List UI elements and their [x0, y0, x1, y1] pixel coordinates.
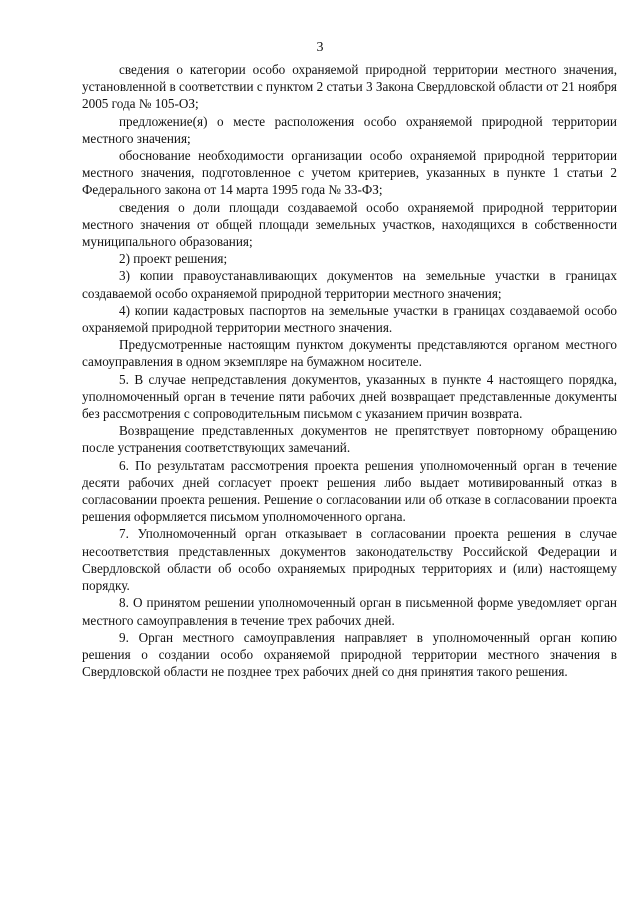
paragraph-resubmission: Возвращение представленных документов не препятствует повторному обращению после устранения соответствующих замечаний. — [82, 423, 617, 456]
paragraph-section-7: 7. Уполномоченный орган отказывает в согласовании проекта решения в случае несоответствия представленных документов законодательству Российской Федерации и Свердловской области об особо охраняемых природных территориях и (или) настоящему порядку. — [82, 526, 617, 594]
paragraph-item-2: 2) проект решения; — [119, 251, 228, 267]
paragraph-area-share: сведения о доли площади создаваемой особо охраняемой природной территории местного значения от общей площади земельных участков, находящихся в собственности муниципального образования; — [82, 199, 617, 250]
paragraph-section-5: 5. В случае непредставления документов, указанных в пункте 4 настоящего порядка, уполномоченный орган в течение пяти рабочих дней возвращает представленные документы без рассмотрения с сопроводительным письмом с указанием причин возврата. — [82, 371, 617, 422]
paragraph-item-3: 3) копии правоустанавливающих документов на земельные участки в границах создаваемой особо охраняемой природной территории местного значения; — [82, 268, 617, 301]
paragraph-section-6: 6. По результатам рассмотрения проекта решения уполномоченный орган в течение десяти рабочих дней согласует проект решения либо выдает мотивированный отказ в согласовании проекта решения. Решение о согласовании или об отказе в согласовании проекта решения оформляется письмом уполномоченного органа. — [82, 457, 617, 525]
paragraph-section-9: 9. Орган местного самоуправления направляет в уполномоченный орган копию решения о создании особо охраняемой природной территории местного значения в Свердловской области не позднее трех рабочих дней со дня принятия такого решения. — [82, 629, 617, 680]
paragraph-justification: обоснование необходимости организации особо охраняемой природной территории местного значения, подготовленное с учетом критериев, указанных в пункте 1 статьи 2 Федерального закона от 14 марта 1995 года № 33-ФЗ; — [82, 148, 617, 198]
paragraph-submission-format: Предусмотренные настоящим пунктом документы представляются органом местного самоуправления в одном экземпляре на бумажном носителе. — [82, 337, 617, 370]
paragraph-item-4: 4) копии кадастровых паспортов на земельные участки в границах создаваемой особо охраняемой природной территории местного значения. — [82, 302, 617, 336]
paragraph-location-proposal: предложение(я) о месте расположения особо охраняемой природной территории местного значения; — [82, 113, 617, 146]
page-number: 3 — [316, 40, 324, 55]
paragraph-category-info: сведения о категории особо охраняемой природной территории местного значения, установленной в соответствии с пунктом 2 статьи 3 Закона Свердловской области от 21 ноября 2005 года № 105-ОЗ; — [82, 62, 617, 112]
paragraph-section-8: 8. О принятом решении уполномоченный орган в письменной форме уведомляет орган местного самоуправления в течение трех рабочих дней. — [82, 595, 617, 628]
document-body — [82, 61, 617, 680]
